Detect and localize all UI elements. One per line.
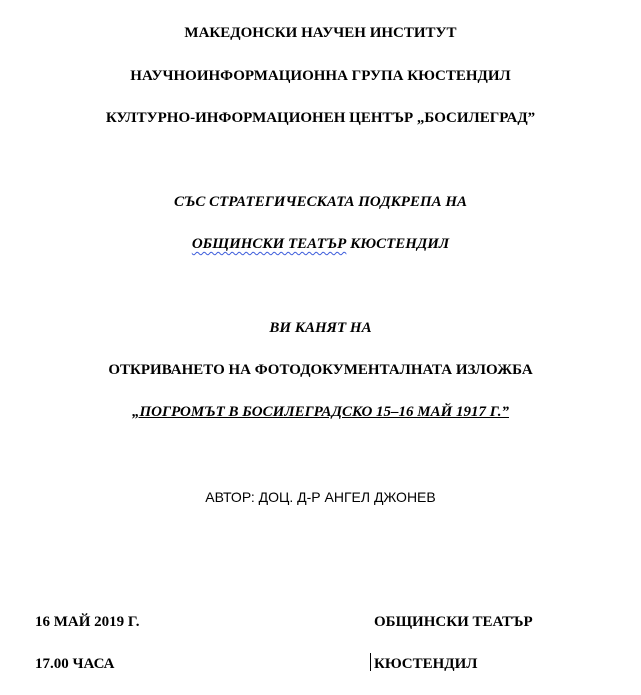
event-date: 16 МАЙ 2019 Г. — [35, 614, 140, 630]
supporter-line — [0, 235, 641, 253]
venue-name: ОБЩИНСКИ ТЕАТЪР — [374, 614, 533, 630]
exhibition-title: „ПОГРОМЪТ В БОСИЛЕГРАДСКО 15–16 МАЙ 1917 Г.” — [132, 404, 509, 420]
text-cursor — [370, 653, 371, 671]
theatre-name-underlined: ОБЩИНСКИ ТЕАТЪР — [191, 236, 347, 252]
venue-city: КЮСТЕНДИЛ — [374, 656, 478, 672]
invite-line: ВИ КАНЯТ НА — [269, 320, 372, 336]
cultural-center-name: КУЛТУРНО-ИНФОРМАЦИОНЕН ЦЕНТЪР „БОСИЛЕГРАД” — [105, 110, 536, 126]
theatre-city: КЮСТЕНДИЛ — [346, 236, 450, 252]
author-line: АВТОР: ДОЦ. Д-Р АНГЕЛ ДЖОНЕВ — [205, 489, 436, 505]
event-time: 17.00 ЧАСА — [35, 656, 115, 672]
opening-line: ОТКРИВАНЕТО НА ФОТОДОКУМЕНТАЛНАТА ИЗЛОЖБА — [108, 362, 533, 378]
research-group-name: НАУЧНОИНФОРМАЦИОННА ГРУПА КЮСТЕНДИЛ — [130, 68, 511, 84]
support-line: СЪС СТРАТЕГИЧЕСКАТА ПОДКРЕПА НА — [173, 194, 468, 210]
institute-name: МАКЕДОНСКИ НАУЧЕН ИНСТИТУТ — [184, 25, 457, 41]
